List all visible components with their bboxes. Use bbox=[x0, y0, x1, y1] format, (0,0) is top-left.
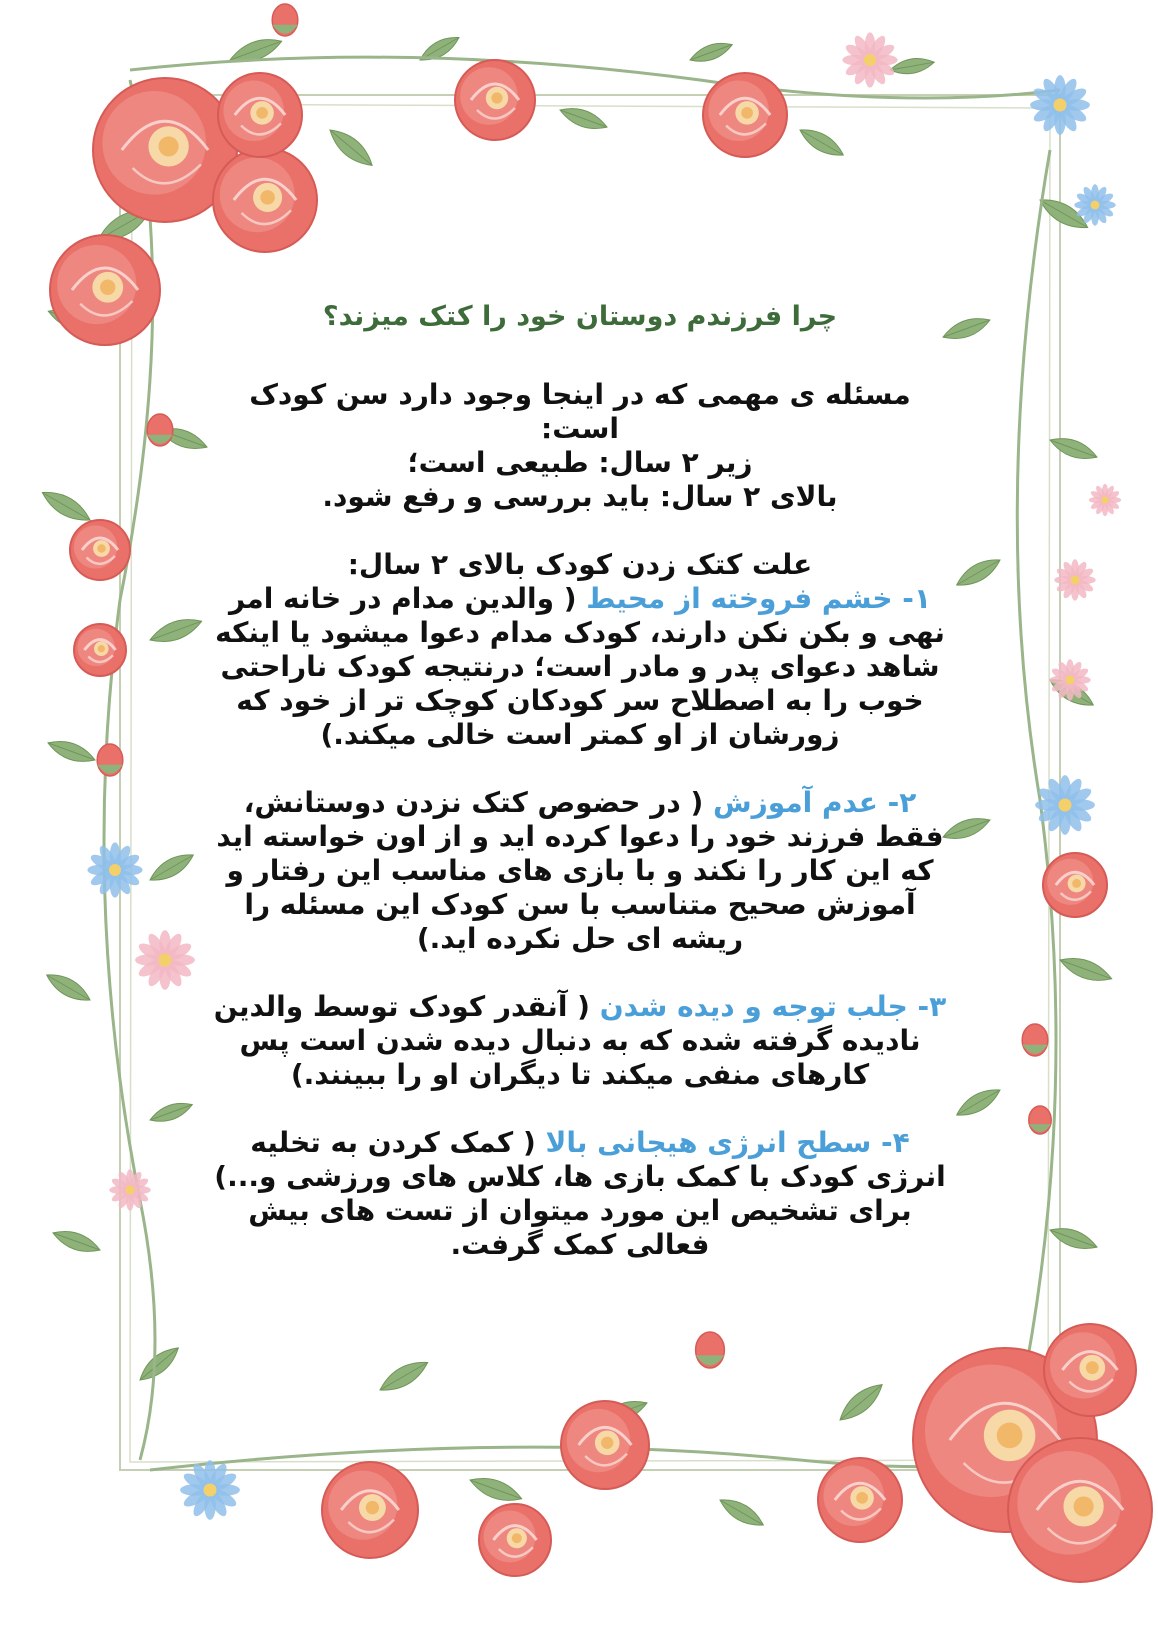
cause-line: شاهد دعوای پدر و مادر است؛ درنتیجه کودک ناراحتی bbox=[220, 650, 940, 683]
cause-line: کارهای منفی میکند تا دیگران او را ببینند.) bbox=[290, 1058, 870, 1091]
rose-flower bbox=[703, 73, 787, 157]
rose-bud bbox=[1029, 1106, 1051, 1134]
rose-flower bbox=[213, 148, 317, 252]
cause-highlight: ۲- عدم آموزش bbox=[713, 786, 917, 819]
cause-highlight: ۱- خشم فروخته از محیط bbox=[586, 582, 932, 615]
leaf bbox=[324, 123, 377, 172]
rose-flower bbox=[70, 520, 130, 580]
cause-line: آموزش صحیح متناسب با سن کودک این مسئله را bbox=[244, 888, 916, 921]
cause-line: فقط فرزند خود را دعوا کرده اید و از اون خواسته اید bbox=[216, 820, 944, 853]
page-title: چرا فرزندم دوستان خود را کتک میزند؟ bbox=[322, 301, 838, 332]
rose-flower bbox=[1008, 1438, 1152, 1582]
rose-flower bbox=[818, 1458, 902, 1542]
leaf bbox=[45, 735, 97, 767]
intro-line: بالای ۲ سال: باید بررسی و رفع شود. bbox=[322, 480, 838, 513]
leaf bbox=[147, 613, 205, 648]
cause-line: زورشان از او کمتر است خالی میکند.) bbox=[320, 718, 840, 751]
leaf bbox=[1057, 952, 1115, 987]
leaf bbox=[953, 1083, 1004, 1122]
rose-bud bbox=[97, 744, 123, 776]
cause-line: برای تشخیص این مورد میتوان از تست های بیش bbox=[248, 1194, 912, 1227]
cause-line: خوب را به اصطلاح سر کودکان کوچک تر از خود که bbox=[236, 684, 924, 717]
cause-line: نهی و بکن نکن دارند، کودک مدام دعوا میشود یا اینکه bbox=[215, 616, 945, 649]
rose-bud bbox=[147, 414, 173, 446]
leaf bbox=[796, 123, 847, 162]
daisy-flower bbox=[842, 32, 897, 87]
causes-section bbox=[200, 548, 960, 752]
rose-bud bbox=[1022, 1024, 1048, 1056]
rose-flower bbox=[218, 73, 302, 157]
leaf bbox=[146, 848, 197, 887]
leaf bbox=[467, 1472, 525, 1507]
cause-text: ( والدین مدام در خانه امر bbox=[228, 582, 587, 615]
leaf bbox=[376, 1355, 432, 1398]
cause-highlight: ۴- سطح انرژی هیجانی بالا bbox=[545, 1126, 910, 1159]
leaf bbox=[43, 968, 94, 1007]
leaf bbox=[688, 38, 735, 67]
rose-flower bbox=[1044, 1324, 1136, 1416]
leaf bbox=[416, 31, 462, 66]
leaf bbox=[1047, 432, 1099, 464]
rose-bud bbox=[272, 4, 298, 36]
causes-heading: علت کتک زدن کودک بالای ۲ سال: bbox=[347, 548, 813, 581]
leaf bbox=[227, 33, 285, 68]
cause-text: ( کمک کردن به تخلیه bbox=[250, 1126, 546, 1159]
intro-line: است: bbox=[541, 412, 619, 445]
rose-flower bbox=[322, 1462, 418, 1558]
daisy-flower bbox=[1089, 484, 1121, 516]
rose-flower bbox=[479, 1504, 551, 1576]
cause-line: ریشه ای حل نکرده اید.) bbox=[416, 922, 744, 955]
leaf bbox=[38, 485, 94, 528]
intro bbox=[200, 378, 960, 514]
rose-flower bbox=[74, 624, 126, 676]
rose-flower bbox=[455, 60, 535, 140]
leaf bbox=[50, 1225, 102, 1257]
cause-item-4 bbox=[200, 1126, 960, 1262]
rose-bud bbox=[696, 1332, 725, 1368]
cause-line: انرژی کودک با کمک بازی ها، کلاس های ورزشی و...) bbox=[214, 1160, 946, 1193]
leaf bbox=[135, 1342, 184, 1386]
cause-first-line bbox=[200, 1126, 960, 1160]
rose-flower bbox=[561, 1401, 649, 1489]
cause-first-line bbox=[200, 786, 960, 820]
intro-line: مسئله ی مهمی که در اینجا وجود دارد سن کودک bbox=[249, 378, 911, 411]
leaf bbox=[148, 1098, 195, 1127]
rose-flower bbox=[50, 235, 160, 345]
cause-first-line bbox=[200, 582, 960, 616]
leaf bbox=[953, 553, 1004, 592]
daisy-flower bbox=[87, 842, 142, 897]
cause-item-3 bbox=[200, 990, 960, 1092]
rose-flower bbox=[1043, 853, 1107, 917]
leaf bbox=[716, 1493, 767, 1532]
cause-first-line bbox=[200, 990, 960, 1024]
leaf bbox=[834, 1378, 887, 1427]
cause-item-2 bbox=[200, 786, 960, 956]
cause-text: ( در حضوص کتک نزدن دوستانش، bbox=[243, 786, 714, 819]
leaf bbox=[557, 102, 609, 134]
cause-line: فعالی کمک گرفت. bbox=[450, 1228, 710, 1261]
daisy-flower bbox=[1030, 75, 1090, 135]
intro-line: زیر ۲ سال: طبیعی است؛ bbox=[407, 446, 753, 479]
leaf bbox=[1047, 1222, 1099, 1254]
daisy-flower bbox=[109, 1169, 150, 1210]
cause-text: ( آنقدر کودک توسط والدین bbox=[213, 990, 600, 1023]
article bbox=[200, 300, 960, 1296]
cause-line: که این کار را نکند و با بازی های مناسب این رفتار و bbox=[226, 854, 934, 887]
cause-line: نادیده گرفته شده که به دنبال دیده شدن است پس bbox=[239, 1024, 921, 1057]
cause-highlight: ۳- جلب توجه و دیده شدن bbox=[599, 990, 947, 1023]
cause-item-1 bbox=[200, 582, 960, 752]
daisy-flower bbox=[135, 930, 195, 990]
